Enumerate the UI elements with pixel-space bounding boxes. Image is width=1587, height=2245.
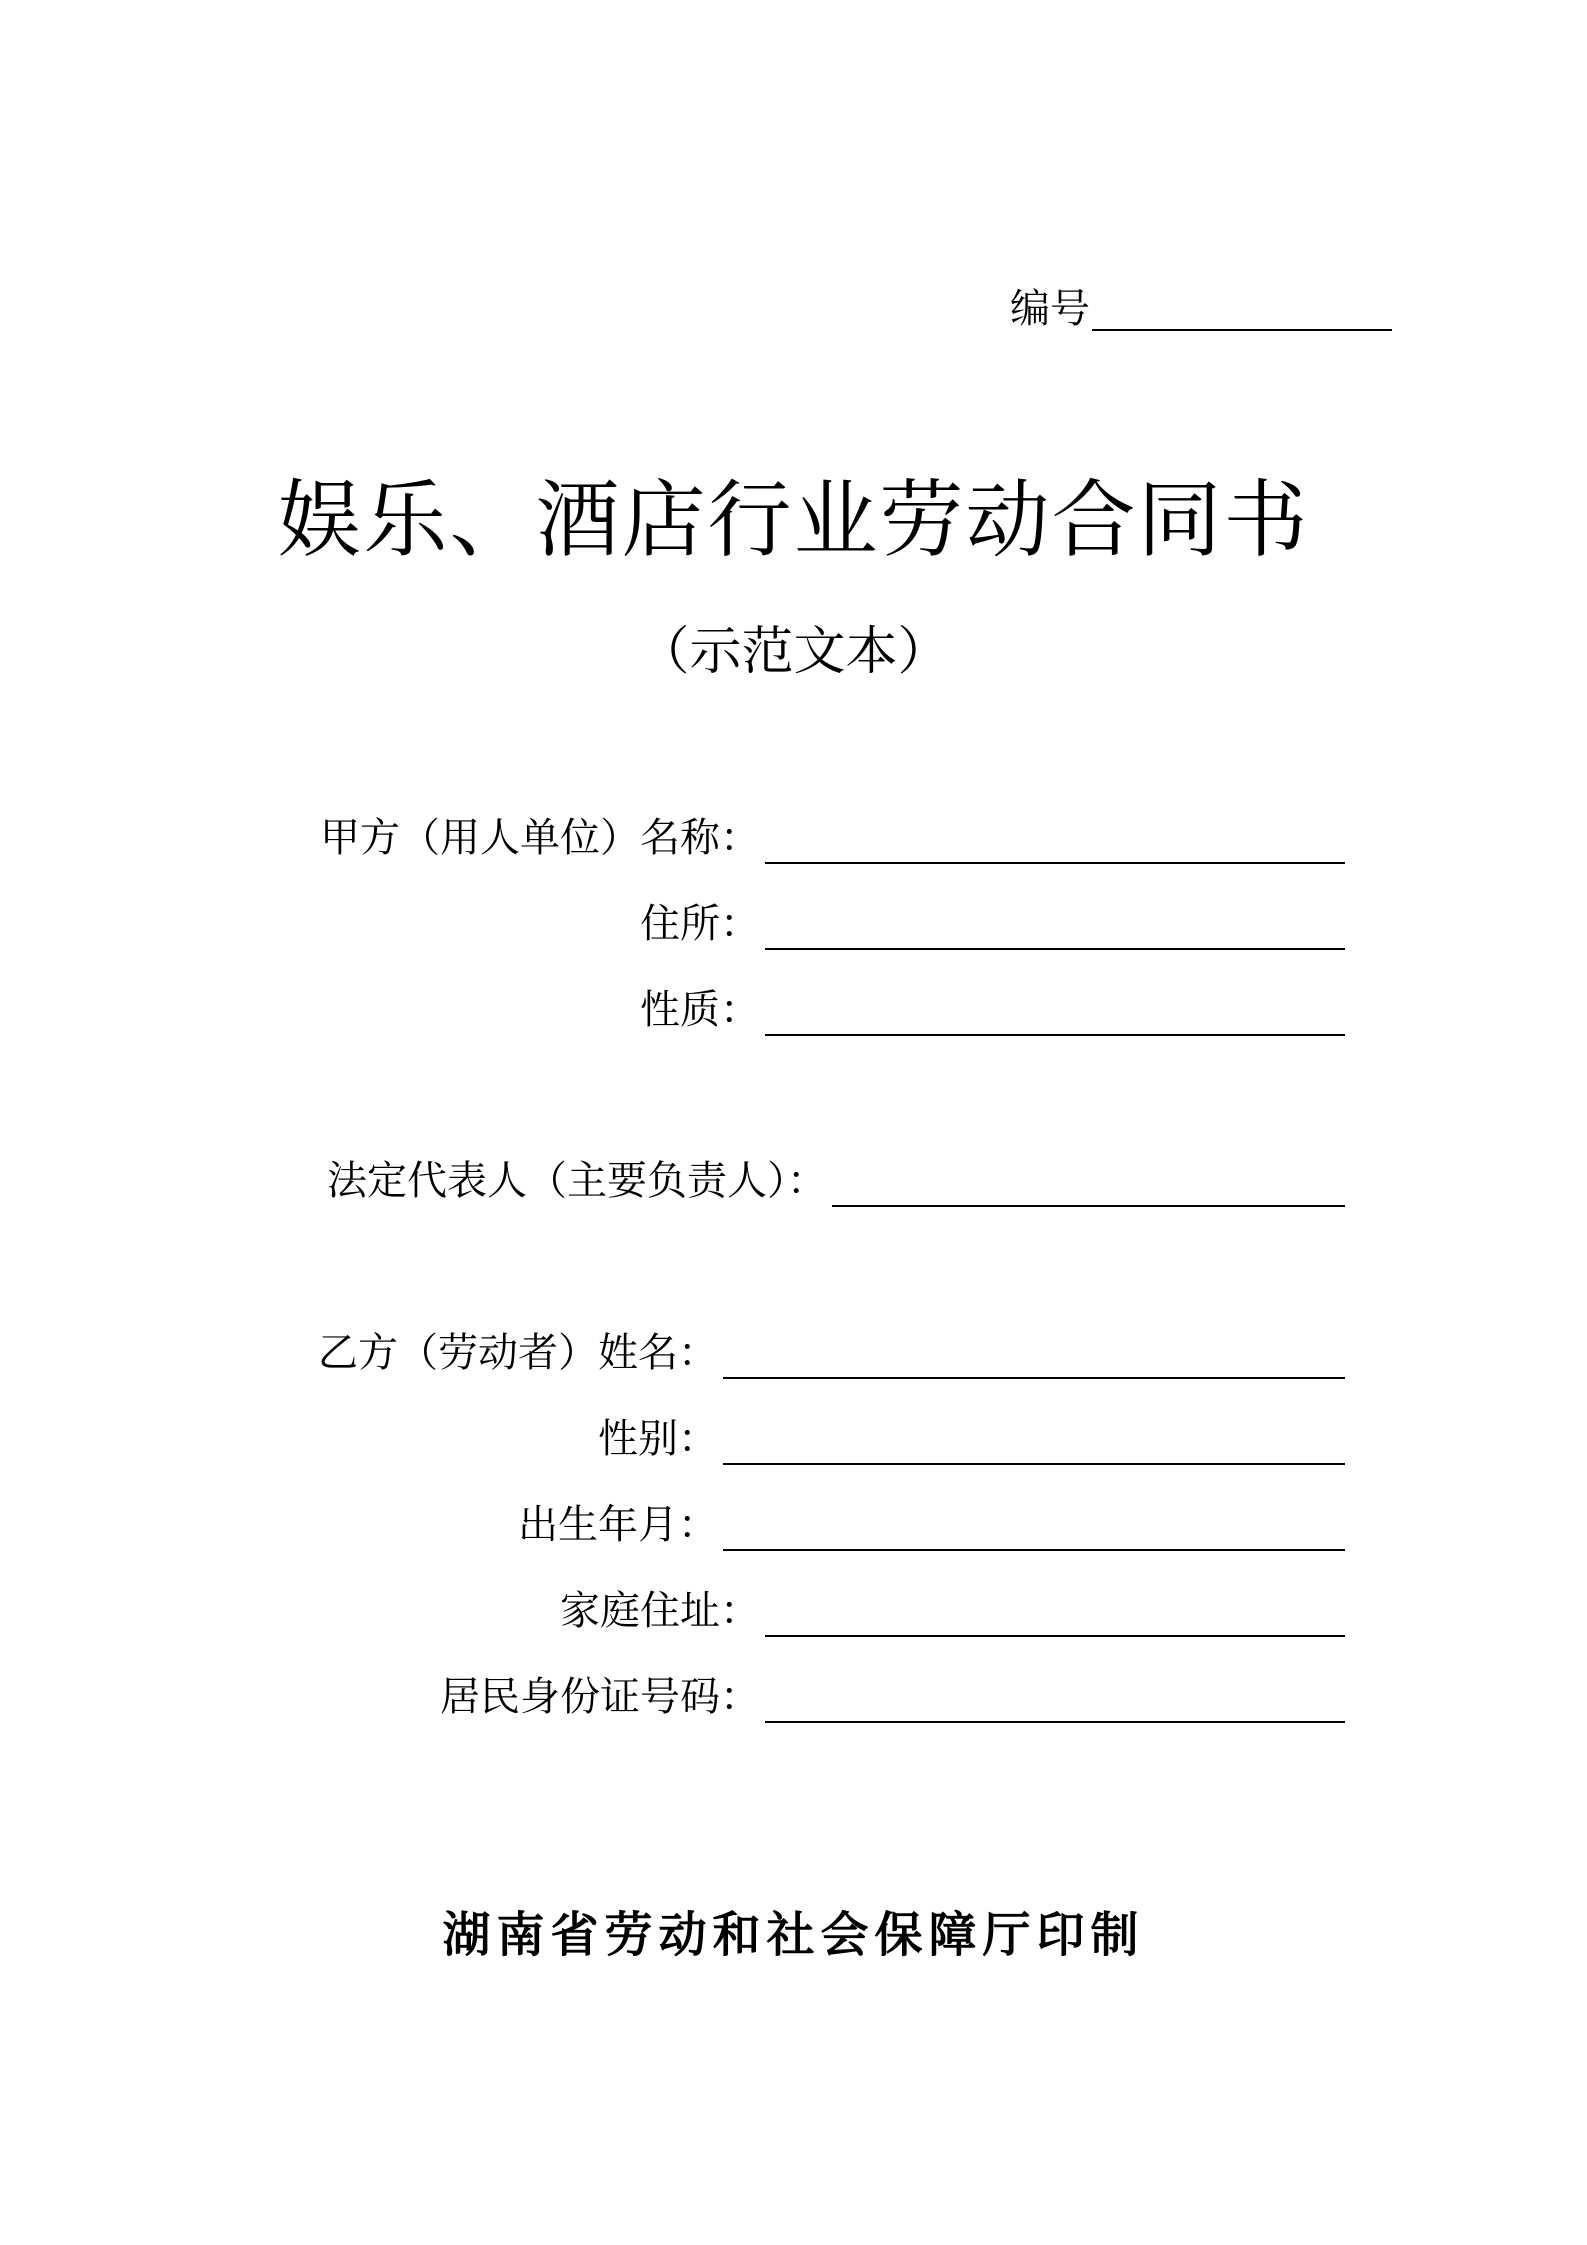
party-b-home-address-field[interactable] bbox=[765, 1635, 1345, 1637]
party-b-gender-field[interactable] bbox=[723, 1463, 1345, 1465]
document-title: 娱乐、酒店行业劳动合同书 bbox=[277, 471, 1310, 569]
party-b-home-address-label: 家庭住址： bbox=[560, 1588, 760, 1634]
legal-rep-field[interactable] bbox=[832, 1205, 1345, 1207]
document-number-label: 编号 bbox=[1010, 286, 1090, 332]
party-b-birth-field[interactable] bbox=[723, 1549, 1345, 1551]
party-b-id-number-row bbox=[0, 1671, 1587, 1731]
party-a-address-row bbox=[0, 898, 1587, 958]
party-a-name-field[interactable] bbox=[765, 862, 1345, 864]
legal-rep-row bbox=[0, 1155, 1587, 1215]
party-a-address-label: 住所： bbox=[640, 901, 760, 947]
party-b-home-address-row bbox=[0, 1585, 1587, 1645]
party-a-name-label: 甲方（用人单位）名称： bbox=[320, 815, 760, 861]
document-number-field[interactable] bbox=[1092, 285, 1392, 331]
legal-rep-label: 法定代表人（主要负责人）： bbox=[327, 1158, 827, 1204]
party-b-birth-row bbox=[0, 1499, 1587, 1559]
document-subtitle: （示范文本） bbox=[637, 622, 950, 682]
party-b-id-number-label: 居民身份证号码： bbox=[440, 1674, 760, 1720]
party-b-gender-row bbox=[0, 1413, 1587, 1473]
party-a-nature-row bbox=[0, 984, 1587, 1044]
issuer-footer: 湖南省劳动和社会保障厅印制 bbox=[442, 1907, 1145, 1963]
party-a-address-field[interactable] bbox=[765, 948, 1345, 950]
party-b-gender-label: 性别： bbox=[598, 1416, 718, 1462]
party-b-name-field[interactable] bbox=[723, 1377, 1345, 1379]
party-b-name-label: 乙方（劳动者）姓名： bbox=[318, 1330, 718, 1376]
party-a-nature-field[interactable] bbox=[765, 1034, 1345, 1036]
party-b-id-number-field[interactable] bbox=[765, 1721, 1345, 1723]
party-b-birth-label: 出生年月： bbox=[518, 1502, 718, 1548]
document-number-row bbox=[1010, 275, 1392, 331]
party-a-nature-label: 性质： bbox=[640, 987, 760, 1033]
party-a-name-row bbox=[0, 812, 1587, 872]
party-b-name-row bbox=[0, 1327, 1587, 1387]
